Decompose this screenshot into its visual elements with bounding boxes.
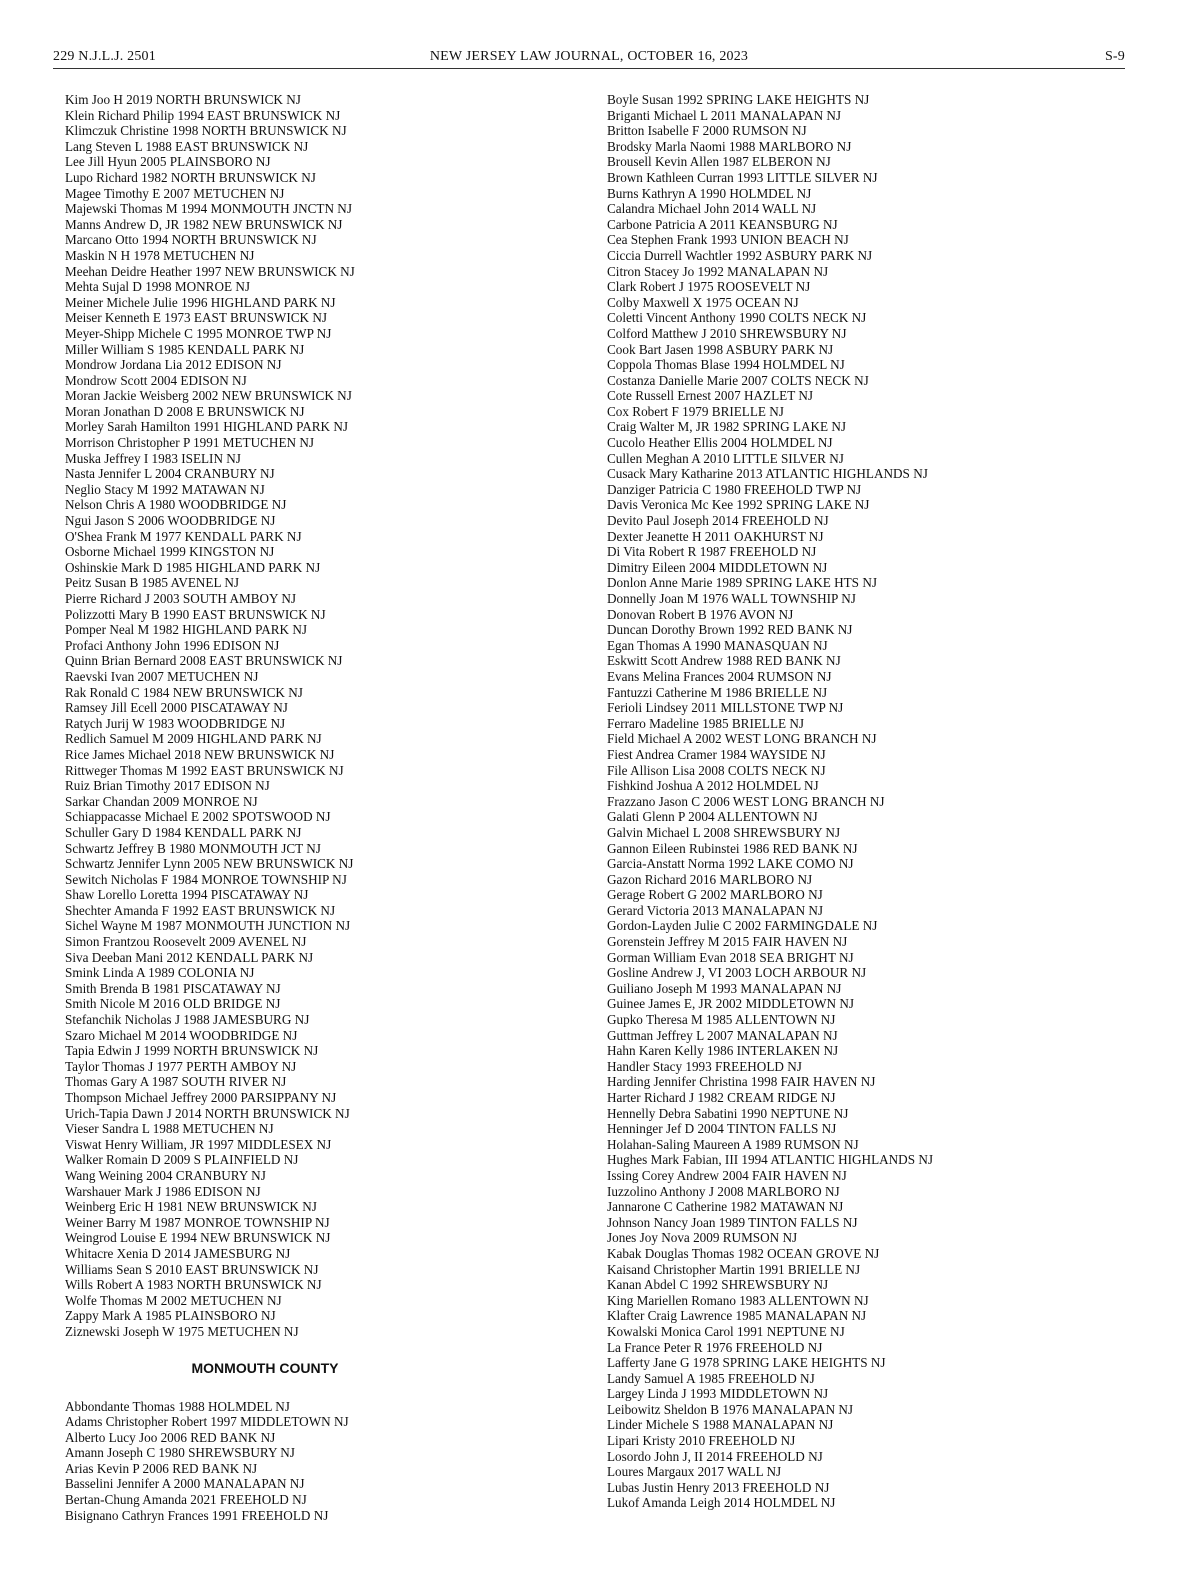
list-item: Henninger Jef D 2004 TINTON FALLS NJ — [607, 1121, 837, 1137]
list-item: Donlon Anne Marie 1989 SPRING LAKE HTS NJ — [607, 575, 877, 591]
list-item: Field Michael A 2002 WEST LONG BRANCH NJ — [607, 731, 877, 747]
list-item: Mondrow Scott 2004 EDISON NJ — [65, 372, 247, 388]
list-item: Redlich Samuel M 2009 HIGHLAND PARK NJ — [65, 731, 322, 747]
list-item: Cea Stephen Frank 1993 UNION BEACH NJ — [607, 232, 849, 248]
list-item: Meehan Deidre Heather 1997 NEW BRUNSWICK NJ — [65, 263, 355, 279]
list-item: Smith Brenda B 1981 PISCATAWAY NJ — [65, 980, 281, 996]
list-item: Kim Joo H 2019 NORTH BRUNSWICK NJ — [65, 92, 301, 107]
list-item: Wills Robert A 1983 NORTH BRUNSWICK NJ — [65, 1277, 322, 1293]
list-item: Warshauer Mark J 1986 EDISON NJ — [65, 1183, 261, 1199]
list-item: Gerage Robert G 2002 MARLBORO NJ — [607, 887, 823, 903]
list-item: Gorman William Evan 2018 SEA BRIGHT NJ — [607, 949, 854, 965]
list-item: Devito Paul Joseph 2014 FREEHOLD NJ — [607, 513, 829, 529]
list-item: Brousell Kevin Allen 1987 ELBERON NJ — [607, 154, 831, 170]
list-item: Tapia Edwin J 1999 NORTH BRUNSWICK NJ — [65, 1043, 319, 1059]
list-item: Pomper Neal M 1982 HIGHLAND PARK NJ — [65, 622, 308, 638]
list-item: Schuller Gary D 1984 KENDALL PARK NJ — [65, 824, 302, 840]
list-item: Weinberg Eric H 1981 NEW BRUNSWICK NJ — [65, 1199, 317, 1215]
list-item: Amann Joseph C 1980 SHREWSBURY NJ — [65, 1445, 295, 1461]
list-item: Moran Jonathan D 2008 E BRUNSWICK NJ — [65, 403, 305, 419]
list-item: Sarkar Chandan 2009 MONROE NJ — [65, 793, 258, 809]
list-item: Duncan Dorothy Brown 1992 RED BANK NJ — [607, 622, 853, 638]
list-item: Colford Matthew J 2010 SHREWSBURY NJ — [607, 325, 847, 341]
list-item: Weingrod Louise E 1994 NEW BRUNSWICK NJ — [65, 1230, 331, 1246]
list-item: Miller William S 1985 KENDALL PARK NJ — [65, 341, 305, 357]
list-item: Dimitry Eileen 2004 MIDDLETOWN NJ — [607, 559, 828, 575]
list-item: Arias Kevin P 2006 RED BANK NJ — [65, 1460, 258, 1476]
list-item: Kaisand Christopher Martin 1991 BRIELLE NJ — [607, 1261, 861, 1277]
list-item: Zappy Mark A 1985 PLAINSBORO NJ — [65, 1308, 276, 1324]
list-item: Pierre Richard J 2003 SOUTH AMBOY NJ — [65, 591, 297, 606]
left-list — [65, 92, 545, 1340]
list-item: Meiner Michele Julie 1996 HIGHLAND PARK NJ — [65, 294, 336, 310]
list-item: Lubas Justin Henry 2013 FREEHOLD NJ — [607, 1479, 830, 1495]
list-item: Cucolo Heather Ellis 2004 HOLMDEL NJ — [607, 435, 833, 451]
list-item: Gosline Andrew J, VI 2003 LOCH ARBOUR NJ — [607, 965, 867, 981]
list-item: Klein Richard Philip 1994 EAST BRUNSWICK NJ — [65, 107, 341, 123]
list-item: Urich-Tapia Dawn J 2014 NORTH BRUNSWICK NJ — [65, 1105, 350, 1121]
list-item: Clark Robert J 1975 ROOSEVELT NJ — [607, 279, 811, 295]
list-item: Danziger Patricia C 1980 FREEHOLD TWP NJ — [607, 481, 862, 497]
list-item: Quinn Brian Bernard 2008 EAST BRUNSWICK NJ — [65, 653, 343, 669]
list-item: Johnson Nancy Joan 1989 TINTON FALLS NJ — [607, 1214, 858, 1230]
list-item: Loures Margaux 2017 WALL NJ — [607, 1464, 782, 1480]
list-item: Gerard Victoria 2013 MANALAPAN NJ — [607, 902, 824, 918]
list-item: Kabak Douglas Thomas 1982 OCEAN GROVE NJ — [607, 1245, 880, 1261]
section-heading: MONMOUTH COUNTY — [191, 1359, 339, 1376]
list-item: Boyle Susan 1992 SPRING LAKE HEIGHTS NJ — [607, 92, 870, 107]
list-item: Shechter Amanda F 1992 EAST BRUNSWICK NJ — [65, 902, 336, 918]
list-item: Sewitch Nicholas F 1984 MONROE TOWNSHIP NJ — [65, 871, 347, 887]
list-item: Taylor Thomas J 1977 PERTH AMBOY NJ — [65, 1058, 297, 1074]
list-item: Marcano Otto 1994 NORTH BRUNSWICK NJ — [65, 232, 317, 248]
list-item: Ferioli Lindsey 2011 MILLSTONE TWP NJ — [607, 700, 844, 716]
list-item: Schiappacasse Michael E 2002 SPOTSWOOD NJ — [65, 809, 331, 825]
list-item: Ratych Jurij W 1983 WOODBRIDGE NJ — [65, 715, 286, 731]
list-item: Raevski Ivan 2007 METUCHEN NJ — [65, 668, 259, 684]
list-item: Polizzotti Mary B 1990 EAST BRUNSWICK NJ — [65, 606, 326, 622]
list-item: Hahn Karen Kelly 1986 INTERLAKEN NJ — [607, 1043, 839, 1059]
list-item: Morrison Christopher P 1991 METUCHEN NJ — [65, 435, 314, 451]
list-item: Wang Weining 2004 CRANBURY NJ — [65, 1167, 266, 1183]
right-list — [607, 92, 1167, 1511]
list-item: Lee Jill Hyun 2005 PLAINSBORO NJ — [65, 154, 271, 170]
list-item: Galati Glenn P 2004 ALLENTOWN NJ — [607, 809, 818, 825]
list-item: Jannarone C Catherine 1982 MATAWAN NJ — [607, 1199, 844, 1215]
list-item: Lupo Richard 1982 NORTH BRUNSWICK NJ — [65, 169, 316, 185]
list-item: Costanza Danielle Marie 2007 COLTS NECK NJ — [607, 372, 869, 388]
list-item: Craig Walter M, JR 1982 SPRING LAKE NJ — [607, 419, 846, 435]
list-item: Thompson Michael Jeffrey 2000 PARSIPPANY NJ — [65, 1090, 337, 1105]
list-item: Schwartz Jennifer Lynn 2005 NEW BRUNSWICK NJ — [65, 856, 354, 872]
list-item: Losordo John J, II 2014 FREEHOLD NJ — [607, 1448, 823, 1464]
list-item: Profaci Anthony John 1996 EDISON NJ — [65, 637, 280, 653]
list-item: Gordon-Layden Julie C 2002 FARMINGDALE NJ — [607, 918, 878, 934]
list-item: Guiliano Joseph M 1993 MANALAPAN NJ — [607, 980, 842, 996]
list-item: Siva Deeban Mani 2012 KENDALL PARK NJ — [65, 949, 314, 965]
list-item: Harter Richard J 1982 CREAM RIDGE NJ — [607, 1090, 836, 1105]
list-item: Williams Sean S 2010 EAST BRUNSWICK NJ — [65, 1261, 319, 1277]
list-item: Maskin N H 1978 METUCHEN NJ — [65, 247, 255, 263]
list-item: Rittweger Thomas M 1992 EAST BRUNSWICK NJ — [65, 762, 344, 778]
list-item: Shaw Lorello Loretta 1994 PISCATAWAY NJ — [65, 887, 309, 903]
list-item: Davis Veronica Mc Kee 1992 SPRING LAKE NJ — [607, 497, 870, 513]
list-item: Meiser Kenneth E 1973 EAST BRUNSWICK NJ — [65, 310, 328, 326]
list-item: Bisignano Cathryn Frances 1991 FREEHOLD NJ — [65, 1507, 329, 1523]
list-item: King Mariellen Romano 1983 ALLENTOWN NJ — [607, 1292, 869, 1308]
list-item: Landy Samuel A 1985 FREEHOLD NJ — [607, 1370, 815, 1386]
list-item: Donnelly Joan M 1976 WALL TOWNSHIP NJ — [607, 591, 856, 606]
list-item: Klimczuk Christine 1998 NORTH BRUNSWICK NJ — [65, 123, 347, 139]
section-list — [65, 1399, 545, 1524]
list-item: Jones Joy Nova 2009 RUMSON NJ — [607, 1230, 798, 1246]
list-item: Lafferty Jane G 1978 SPRING LAKE HEIGHTS NJ — [607, 1355, 886, 1371]
list-item: Cullen Meghan A 2010 LITTLE SILVER NJ — [607, 450, 844, 466]
list-item: Osborne Michael 1999 KINGSTON NJ — [65, 544, 275, 560]
page-header — [53, 48, 1125, 69]
list-item: Smith Nicole M 2016 OLD BRIDGE NJ — [65, 996, 281, 1012]
list-item: Rice James Michael 2018 NEW BRUNSWICK NJ — [65, 746, 335, 762]
list-item: Neglio Stacy M 1992 MATAWAN NJ — [65, 481, 265, 497]
list-item: Muska Jeffrey I 1983 ISELIN NJ — [65, 450, 241, 466]
list-item: Bertan-Chung Amanda 2021 FREEHOLD NJ — [65, 1492, 307, 1508]
list-item: Leibowitz Sheldon B 1976 MANALAPAN NJ — [607, 1401, 854, 1417]
list-item: Smink Linda A 1989 COLONIA NJ — [65, 965, 255, 981]
list-item: Gorenstein Jeffrey M 2015 FAIR HAVEN NJ — [607, 934, 848, 950]
list-item: Rak Ronald C 1984 NEW BRUNSWICK NJ — [65, 684, 303, 700]
list-item: Mehta Sujal D 1998 MONROE NJ — [65, 279, 250, 295]
list-item: Alberto Lucy Joo 2006 RED BANK NJ — [65, 1429, 276, 1445]
list-item: Basselini Jennifer A 2000 MANALAPAN NJ — [65, 1476, 305, 1492]
list-item: Largey Linda J 1993 MIDDLETOWN NJ — [607, 1386, 829, 1402]
list-item: Ngui Jason S 2006 WOODBRIDGE NJ — [65, 513, 276, 529]
list-item: Hennelly Debra Sabatini 1990 NEPTUNE NJ — [607, 1105, 849, 1121]
list-item: Fishkind Joshua A 2012 HOLMDEL NJ — [607, 778, 819, 794]
list-item: Calandra Michael John 2014 WALL NJ — [607, 201, 817, 217]
list-item: Burns Kathryn A 1990 HOLMDEL NJ — [607, 185, 812, 201]
list-item: Donovan Robert B 1976 AVON NJ — [607, 606, 794, 622]
list-item: Handler Stacy 1993 FREEHOLD NJ — [607, 1058, 802, 1074]
list-item: Nasta Jennifer L 2004 CRANBURY NJ — [65, 466, 275, 482]
list-item: La France Peter R 1976 FREEHOLD NJ — [607, 1339, 823, 1355]
list-item: Gazon Richard 2016 MARLBORO NJ — [607, 871, 813, 887]
list-item: Citron Stacey Jo 1992 MANALAPAN NJ — [607, 263, 829, 279]
list-item: Magee Timothy E 2007 METUCHEN NJ — [65, 185, 285, 201]
list-item: Stefanchik Nicholas J 1988 JAMESBURG NJ — [65, 1012, 310, 1028]
list-item: File Allison Lisa 2008 COLTS NECK NJ — [607, 762, 826, 778]
list-item: Thomas Gary A 1987 SOUTH RIVER NJ — [65, 1074, 287, 1090]
citation: 229 N.J.L.J. 2501 — [53, 49, 156, 64]
list-item: Szaro Michael M 2014 WOODBRIDGE NJ — [65, 1027, 298, 1043]
list-item: Viswat Henry William, JR 1997 MIDDLESEX NJ — [65, 1136, 332, 1152]
list-item: Eskwitt Scott Andrew 1988 RED BANK NJ — [607, 653, 841, 669]
list-item: Guinee James E, JR 2002 MIDDLETOWN NJ — [607, 996, 854, 1012]
list-item: Dexter Jeanette H 2011 OAKHURST NJ — [607, 528, 824, 544]
list-item: Linder Michele S 1988 MANALAPAN NJ — [607, 1417, 834, 1433]
list-item: Klafter Craig Lawrence 1985 MANALAPAN NJ — [607, 1308, 867, 1324]
list-item: Harding Jennifer Christina 1998 FAIR HAVEN NJ — [607, 1074, 876, 1090]
left-column — [65, 92, 545, 1523]
list-item: Carbone Patricia A 2011 KEANSBURG NJ — [607, 216, 838, 232]
list-item: Majewski Thomas M 1994 MONMOUTH JNCTN NJ — [65, 201, 352, 217]
list-item: Ziznewski Joseph W 1975 METUCHEN NJ — [65, 1323, 299, 1339]
list-item: Frazzano Jason C 2006 WEST LONG BRANCH NJ — [607, 793, 885, 809]
list-item: Adams Christopher Robert 1997 MIDDLETOWN NJ — [65, 1414, 349, 1430]
list-item: Abbondante Thomas 1988 HOLMDEL NJ — [65, 1398, 290, 1414]
list-item: Morley Sarah Hamilton 1991 HIGHLAND PARK NJ — [65, 419, 349, 435]
list-item: Holahan-Saling Maureen A 1989 RUMSON NJ — [607, 1136, 859, 1152]
list-item: Meyer-Shipp Michele C 1995 MONROE TWP NJ — [65, 325, 332, 341]
page-number: S-9 — [1104, 49, 1125, 64]
list-item: Weiner Barry M 1987 MONROE TOWNSHIP NJ — [65, 1214, 330, 1230]
list-item: Ramsey Jill Ecell 2000 PISCATAWAY NJ — [65, 700, 288, 716]
list-item: O'Shea Frank M 1977 KENDALL PARK NJ — [65, 528, 302, 544]
list-item: Cox Robert F 1979 BRIELLE NJ — [607, 403, 784, 419]
list-item: Brodsky Marla Naomi 1988 MARLBORO NJ — [607, 138, 852, 154]
list-item: Cook Bart Jasen 1998 ASBURY PARK NJ — [607, 341, 834, 357]
list-item: Evans Melina Frances 2004 RUMSON NJ — [607, 668, 832, 684]
list-item: Moran Jackie Weisberg 2002 NEW BRUNSWICK NJ — [65, 388, 352, 404]
list-item: Gannon Eileen Rubinstei 1986 RED BANK NJ — [607, 840, 858, 856]
list-item: Fiest Andrea Cramer 1984 WAYSIDE NJ — [607, 746, 826, 762]
list-item: Wolfe Thomas M 2002 METUCHEN NJ — [65, 1292, 282, 1308]
list-item: Britton Isabelle F 2000 RUMSON NJ — [607, 123, 807, 139]
list-item: Ciccia Durrell Wachtler 1992 ASBURY PARK NJ — [607, 247, 873, 263]
list-item: Whitacre Xenia D 2014 JAMESBURG NJ — [65, 1245, 291, 1261]
list-item: Mondrow Jordana Lia 2012 EDISON NJ — [65, 357, 282, 373]
list-item: Cote Russell Ernest 2007 HAZLET NJ — [607, 388, 813, 404]
list-item: Ruiz Brian Timothy 2017 EDISON NJ — [65, 778, 270, 794]
list-item: Galvin Michael L 2008 SHREWSBURY NJ — [607, 824, 841, 840]
list-item: Issing Corey Andrew 2004 FAIR HAVEN NJ — [607, 1167, 847, 1183]
list-item: Fantuzzi Catherine M 1986 BRIELLE NJ — [607, 684, 828, 700]
list-item: Iuzzolino Anthony J 2008 MARLBORO NJ — [607, 1183, 840, 1199]
right-column — [607, 92, 1167, 1511]
list-item: Gupko Theresa M 1985 ALLENTOWN NJ — [607, 1012, 836, 1028]
list-item: Kanan Abdel C 1992 SHREWSBURY NJ — [607, 1277, 829, 1293]
publication-title: NEW JERSEY LAW JOURNAL, OCTOBER 16, 2023 — [429, 49, 749, 64]
list-item: Coppola Thomas Blase 1994 HOLMDEL NJ — [607, 357, 845, 373]
list-item: Kowalski Monica Carol 1991 NEPTUNE NJ — [607, 1323, 845, 1339]
list-item: Walker Romain D 2009 S PLAINFIELD NJ — [65, 1152, 299, 1168]
list-item: Lipari Kristy 2010 FREEHOLD NJ — [607, 1433, 796, 1449]
list-item: Simon Frantzou Roosevelt 2009 AVENEL NJ — [65, 934, 307, 950]
list-item: Ferraro Madeline 1985 BRIELLE NJ — [607, 715, 805, 731]
list-item: Oshinskie Mark D 1985 HIGHLAND PARK NJ — [65, 559, 321, 575]
list-item: Di Vita Robert R 1987 FREEHOLD NJ — [607, 544, 817, 560]
list-item: Coletti Vincent Anthony 1990 COLTS NECK NJ — [607, 310, 867, 326]
list-item: Nelson Chris A 1980 WOODBRIDGE NJ — [65, 497, 287, 513]
list-item: Lukof Amanda Leigh 2014 HOLMDEL NJ — [607, 1495, 836, 1511]
list-item: Egan Thomas A 1990 MANASQUAN NJ — [607, 637, 828, 653]
list-item: Manns Andrew D, JR 1982 NEW BRUNSWICK NJ — [65, 216, 343, 232]
list-item: Cusack Mary Katharine 2013 ATLANTIC HIGHLANDS NJ — [607, 466, 928, 482]
list-item: Schwartz Jeffrey B 1980 MONMOUTH JCT NJ — [65, 840, 321, 856]
list-item: Garcia-Anstatt Norma 1992 LAKE COMO NJ — [607, 856, 854, 872]
list-item: Peitz Susan B 1985 AVENEL NJ — [65, 575, 240, 591]
list-item: Colby Maxwell X 1975 OCEAN NJ — [607, 294, 799, 310]
list-item: Briganti Michael L 2011 MANALAPAN NJ — [607, 107, 842, 123]
list-item: Vieser Sandra L 1988 METUCHEN NJ — [65, 1121, 274, 1137]
list-item: Hughes Mark Fabian, III 1994 ATLANTIC HIGHLANDS NJ — [607, 1152, 933, 1168]
list-item: Brown Kathleen Curran 1993 LITTLE SILVER NJ — [607, 169, 878, 185]
list-item: Lang Steven L 1988 EAST BRUNSWICK NJ — [65, 138, 309, 154]
list-item: Sichel Wayne M 1987 MONMOUTH JUNCTION NJ — [65, 918, 351, 934]
list-item: Guttman Jeffrey L 2007 MANALAPAN NJ — [607, 1027, 838, 1043]
